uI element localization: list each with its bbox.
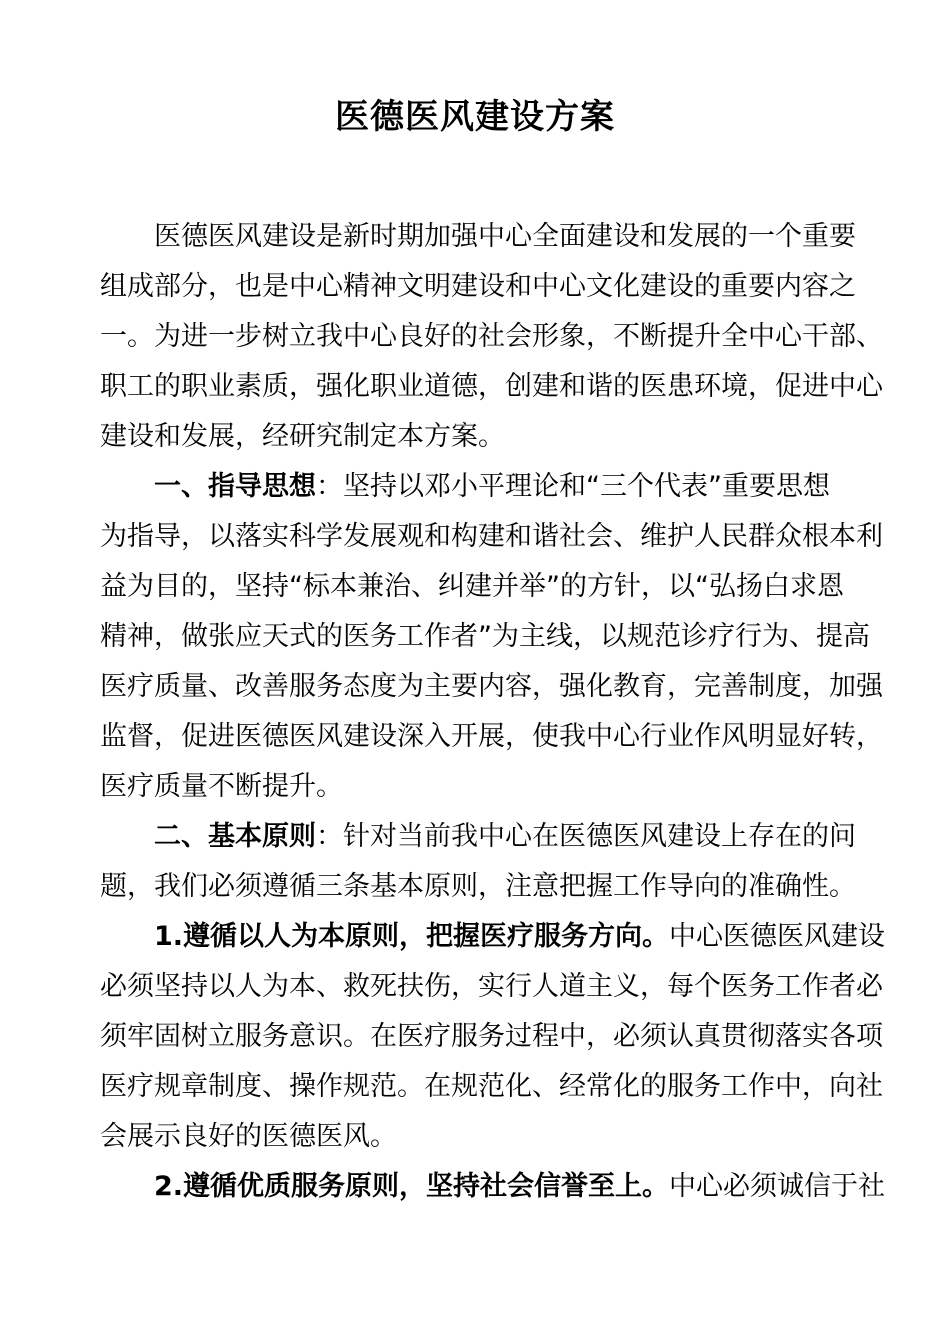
body-line: 须牢固树立服务意识。在医疗服务过程中，必须认真贯彻落实各项: [100, 1021, 883, 1052]
body-line: 监督，促进医德医风建设深入开展，使我中心行业作风明显好转，: [100, 721, 883, 752]
document-title: 医德医风建设方案: [335, 97, 615, 137]
body-line: 会展示良好的医德医风。: [100, 1121, 397, 1152]
body-line: 职工的职业素质，强化职业道德，创建和谐的医患环境，促进中心: [100, 371, 883, 402]
heading-separator: ：: [316, 471, 343, 502]
principle-1-line: [100, 912, 886, 962]
principle-heading: 2.遵循优质服务原则，坚持社会信誉至上。: [154, 1171, 670, 1202]
body-line: 益为目的，坚持“标本兼治、纠建并举”的方针，以“弘扬白求恩: [100, 571, 844, 602]
body-text: 中心医德医风建设: [669, 921, 886, 952]
body-line: 一。为进一步树立我中心良好的社会形象，不断提升全中心干部、: [100, 321, 883, 352]
body-line: 医疗质量不断提升。: [100, 771, 343, 802]
principle-heading: 1.遵循以人为本原则，把握医疗服务方向。: [154, 921, 670, 952]
heading-separator: ：: [316, 821, 343, 852]
body-line: 医德医风建设是新时期加强中心全面建设和发展的一个重要: [154, 221, 856, 252]
body-line: 组成部分，也是中心精神文明建设和中心文化建设的重要内容之: [100, 271, 856, 302]
body-line: 医疗质量、改善服务态度为主要内容，强化教育，完善制度，加强: [100, 671, 883, 702]
body-line: 题，我们必须遵循三条基本原则，注意把握工作导向的准确性。: [100, 871, 856, 902]
section-guiding-line: [100, 462, 852, 512]
body-text: 中心必须诚信于社: [669, 1171, 886, 1202]
body-line: 为指导，以落实科学发展观和构建和谐社会、维护人民群众根本利: [100, 521, 883, 552]
section-heading: 一、指导思想: [154, 471, 316, 502]
section-heading: 二、基本原则: [154, 821, 316, 852]
body-line: 医疗规章制度、操作规范。在规范化、经常化的服务工作中，向社: [100, 1071, 883, 1102]
principle-2-line: [100, 1162, 886, 1212]
body-line: 精神，做张应天式的医务工作者”为主线，以规范诊疗行为、提高: [100, 621, 870, 652]
section-principles-line: [100, 812, 856, 862]
body-text: 坚持以邓小平理论和“三个代表”重要思想: [343, 471, 830, 502]
document-body: [100, 212, 886, 1212]
body-line: 必须坚持以人为本、救死扶伤，实行人道主义，每个医务工作者必: [100, 971, 883, 1002]
body-text: 针对当前我中心在医德医风建设上存在的问: [343, 821, 856, 852]
body-line: 建设和发展，经研究制定本方案。: [100, 421, 505, 452]
